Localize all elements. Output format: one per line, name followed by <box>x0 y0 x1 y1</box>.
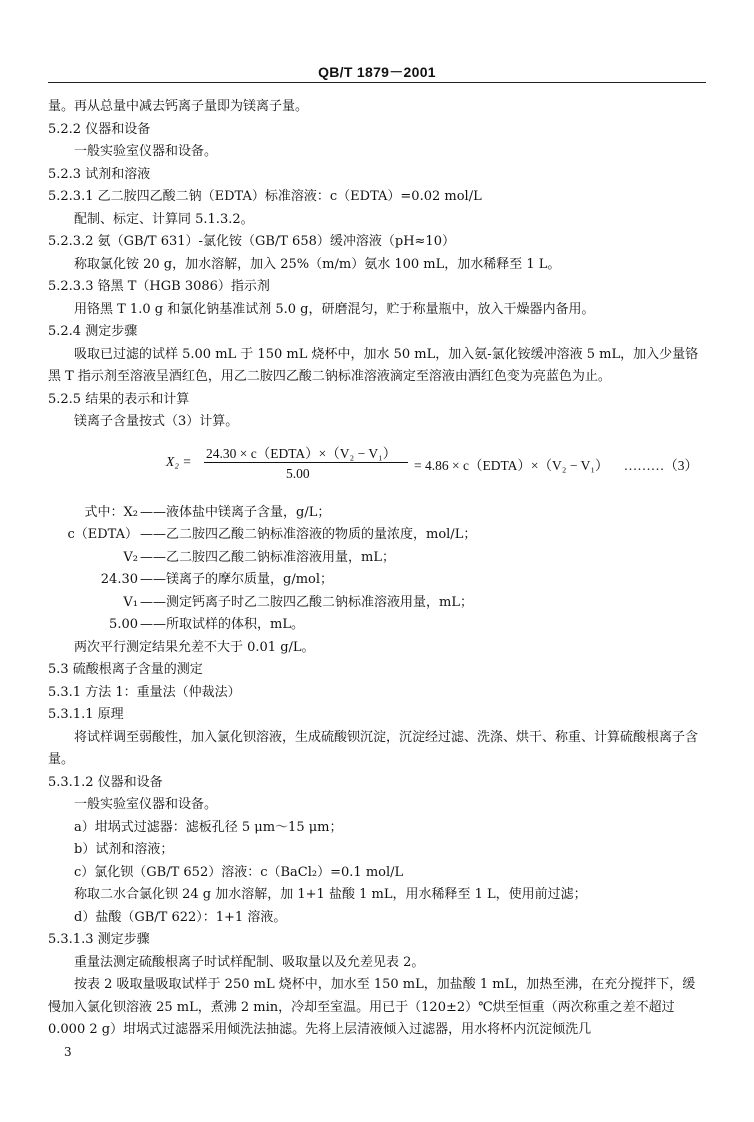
definition-symbol: 24.30 <box>100 572 138 587</box>
definition-description: ——乙二胺四乙酸二钠标准溶液的物质的量浓度，mol/L； <box>140 527 477 542</box>
paragraph-line: 按表 2 吸取量吸取试样于 250 mL 烧杯中，加水至 150 mL，加盐酸 1 mL，加热至沸，在充分搅拌下，缓慢加入氯化钡溶液 25 mL，煮沸 2 min，冷却至室温。用已于（120±2）℃烘至恒重（两次称重之差不超过 0.000 2 g）坩埚式过滤器采用倾洗法抽滤。先将上层清液倾入过滤器，用水将杯内沉淀倾洗几 <box>48 977 696 1037</box>
section-heading: 5.3.1.1 原理 <box>48 707 124 722</box>
paragraph-line: 将试样调至弱酸性，加入氯化钡溶液，生成硫酸钡沉淀，沉淀经过滤、洗涤、烘干、称重、计算硫酸根离子含量。 <box>48 729 699 767</box>
paragraph-line: 称取氯化铵 20 g，加水溶解，加入 25%（m/m）氨水 100 mL，加水稀释至 1 L。 <box>74 256 561 272</box>
definition-symbol: 式中：X₂ <box>84 504 138 520</box>
paragraph-line: c）氯化钡（GB/T 652）溶液：c（BaCl₂）=0.1 mol/L <box>74 864 404 880</box>
definition-description: ——液体盐中镁离子含量，g/L； <box>140 504 331 520</box>
page-number: 3 <box>64 1045 72 1059</box>
definition-symbol: c（EDTA） <box>67 527 138 542</box>
formula-3 <box>48 440 706 490</box>
paragraph-line: 用铬黑 T 1.0 g 和氯化钠基准试剂 5.0 g，研磨混匀，贮于称量瓶中，放入干燥器内备用。 <box>74 301 595 317</box>
formula-denominator: 5.00 <box>286 465 310 481</box>
paragraph-line: d）盐酸（GB/T 622）：1+1 溶液。 <box>74 909 287 925</box>
paragraph-line: 重量法测定硫酸根离子时试样配制、吸取量以及允差见表 2。 <box>74 954 425 970</box>
section-heading: 5.2.2 仪器和设备 <box>48 121 151 137</box>
definition-symbol: V₂ <box>123 549 138 565</box>
paragraph-line: 一般实验室仪器和设备。 <box>74 144 218 159</box>
definition-row <box>48 614 706 637</box>
section-heading: 5.2.3.2 氨（GB/T 631）-氯化铵（GB/T 658）缓冲溶液（pH≈10） <box>48 234 455 249</box>
definition-symbol: V₁ <box>123 594 138 610</box>
paragraph-line: 配制、标定、计算同 5.1.3.2。 <box>74 211 254 227</box>
section-after-formula <box>48 637 706 1042</box>
variable-definitions <box>48 502 706 637</box>
paragraph-line: 量。再从总量中减去钙离子量即为镁离子量。 <box>48 99 309 114</box>
definition-description: ——所取试样的体积，mL。 <box>140 617 304 632</box>
definition-row <box>48 502 706 525</box>
formula-right: = 4.86 × c（EDTA）×（V₂ − V₁） <box>414 457 609 473</box>
formula-left: X₂ = <box>166 453 192 469</box>
section-heading: 5.2.5 结果的表示和计算 <box>48 391 190 407</box>
definition-symbol: 5.00 <box>109 617 138 632</box>
definition-row <box>48 524 706 547</box>
document-body <box>48 96 706 1042</box>
paragraph-line: 一般实验室仪器和设备。 <box>74 797 218 812</box>
definition-row <box>48 547 706 570</box>
section-heading: 5.2.3 试剂和溶液 <box>48 166 151 182</box>
paragraph-line: a）坩埚式过滤器：滤板孔径 5 μm～15 μm； <box>74 819 343 835</box>
section-heading: 5.2.3.1 乙二胺四乙酸二钠（EDTA）标准溶液：c（EDTA）=0.02 mol/L <box>48 189 482 204</box>
header-rule <box>48 82 706 83</box>
definition-description: ——测定钙离子时乙二胺四乙酸二钠标准溶液用量，mL； <box>140 594 473 610</box>
section-heading: 5.3.1 方法 1：重量法（仲裁法） <box>48 684 241 700</box>
section-heading: 5.3.1.3 测定步骤 <box>48 932 150 947</box>
section-before-formula <box>48 96 706 434</box>
paragraph-line: 两次平行测定结果允差不大于 0.01 g/L。 <box>74 639 315 655</box>
formula-numerator: 24.30 × c（EDTA）×（V₂ − V₁） <box>206 445 397 461</box>
section-heading: 5.3.1.2 仪器和设备 <box>48 774 163 790</box>
paragraph-line: 吸取已过滤的试样 5.00 mL 于 150 mL 烧杯中，加水 50 mL，加入氨-氯化铵缓冲溶液 5 mL，加入少量铬黑 T 指示剂至溶液呈酒红色，用乙二胺四乙酸二钠标准溶液滴定至溶液由酒红色变为亮蓝色为止。 <box>48 346 699 384</box>
section-heading: 5.2.4 测定步骤 <box>48 324 138 339</box>
definition-description: ——乙二胺四乙酸二钠标准溶液用量，mL； <box>140 549 395 565</box>
definition-description: ——镁离子的摩尔质量，g/mol； <box>140 572 334 587</box>
paragraph-line: 镁离子含量按式（3）计算。 <box>74 414 239 429</box>
paragraph-line: b）试剂和溶液； <box>74 842 174 857</box>
fraction-bar <box>204 462 408 463</box>
formula-number: ………（3） <box>623 457 698 473</box>
definition-row <box>48 592 706 615</box>
paragraph-line: 称取二水合氯化钡 24 g 加水溶解，加 1+1 盐酸 1 mL，用水稀释至 1 L，使用前过滤； <box>74 887 587 902</box>
section-heading: 5.2.3.3 铬黑 T（HGB 3086）指示剂 <box>48 279 270 294</box>
definition-row <box>48 569 706 592</box>
page-header: QB/T 1879－2001 <box>318 64 436 80</box>
section-heading: 5.3 硫酸根离子含量的测定 <box>48 662 203 677</box>
